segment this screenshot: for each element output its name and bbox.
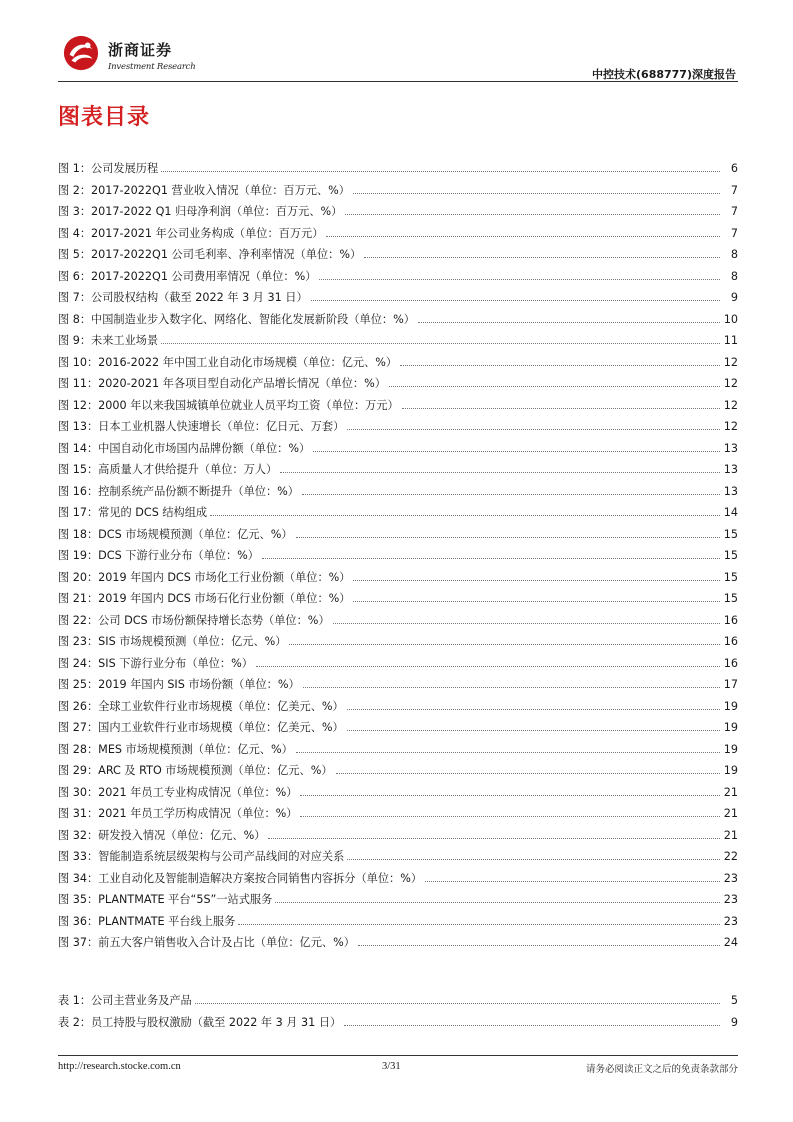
toc-entry-page: 21	[723, 828, 738, 842]
toc-entry-label: 图 12：2000 年以来我国城镇单位就业人员平均工资（单位：万元）	[58, 398, 399, 412]
toc-entry[interactable]	[58, 825, 738, 847]
toc-leader-dots	[425, 881, 720, 882]
zheshang-logo-icon	[62, 34, 100, 72]
toc-entry-page: 7	[730, 226, 738, 240]
toc-entry-label: 图 25：2019 年国内 SIS 市场份额（单位：%）	[58, 678, 300, 692]
toc-entry-page: 19	[723, 699, 738, 713]
report-title: 中控技术(688777)深度报告	[592, 68, 736, 81]
toc-entry[interactable]	[58, 588, 738, 610]
toc-entry-label: 图 15：高质量人才供给提升（单位：万人）	[58, 463, 278, 477]
toc-entry[interactable]	[58, 932, 738, 954]
toc-entry-label: 图 29：ARC 及 RTO 市场规模预测（单位：亿元、%）	[58, 764, 333, 778]
toc-entry-label: 图 22：公司 DCS 市场份额保持增长态势（单位：%）	[58, 613, 330, 627]
toc-entry-label: 图 8：中国制造业步入数字化、网络化、智能化发展新阶段（单位：%）	[58, 312, 415, 326]
toc-entry[interactable]	[58, 911, 738, 933]
toc-entry-label: 图 24：SIS 下游行业分布（单位：%）	[58, 656, 253, 670]
toc-entry-page: 16	[723, 656, 738, 670]
toc-entry-page: 17	[723, 678, 738, 692]
toc-entry-label: 图 3：2017-2022 Q1 归母净利润（单位：百万元、%）	[58, 205, 343, 219]
toc-entry-page: 21	[723, 785, 738, 799]
toc-entry[interactable]	[58, 223, 738, 245]
page-header	[58, 24, 738, 82]
toc-entry-label: 图 30：2021 年员工专业构成情况（单位：%）	[58, 785, 298, 799]
toc-entry[interactable]	[58, 653, 738, 675]
toc-entry[interactable]	[58, 352, 738, 374]
toc-entry-label: 图 2：2017-2022Q1 营业收入情况（单位：百万元、%）	[58, 183, 350, 197]
footer-divider	[58, 1055, 738, 1056]
toc-entry-page: 14	[723, 506, 738, 520]
toc-entry[interactable]	[58, 760, 738, 782]
toc-entry-label: 图 26：全球工业软件行业市场规模（单位：亿美元、%）	[58, 699, 344, 713]
toc-entry-page: 11	[723, 334, 738, 348]
toc-leader-dots	[195, 1003, 720, 1004]
toc-entry-label: 图 13：日本工业机器人快速增长（单位：亿日元、万套）	[58, 420, 345, 434]
toc-entry-page: 23	[723, 871, 738, 885]
toc-entry[interactable]	[58, 631, 738, 653]
toc-entry[interactable]	[58, 416, 738, 438]
toc-entry[interactable]	[58, 717, 738, 739]
toc-entry-label: 图 31：2021 年员工学历构成情况（单位：%）	[58, 807, 298, 821]
toc-leader-dots	[268, 838, 719, 839]
table-list	[58, 990, 738, 1033]
page-number: 3/31	[382, 1061, 401, 1072]
toc-entry-label: 图 17：常见的 DCS 结构组成	[58, 506, 208, 520]
toc-entry-page: 15	[723, 549, 738, 563]
toc-entry[interactable]	[58, 674, 738, 696]
toc-entry-page: 12	[723, 420, 738, 434]
toc-entry-page: 13	[723, 484, 738, 498]
toc-leader-dots	[302, 494, 720, 495]
toc-entry-label: 图 16：控制系统产品份额不断提升（单位：%）	[58, 484, 299, 498]
toc-entry[interactable]	[58, 868, 738, 890]
toc-entry-page: 13	[723, 441, 738, 455]
toc-entry[interactable]	[58, 524, 738, 546]
toc-entry-label: 图 18：DCS 市场规模预测（单位：亿元、%）	[58, 527, 293, 541]
toc-entry-page: 8	[730, 248, 738, 262]
toc-entry-page: 15	[723, 527, 738, 541]
toc-entry-page: 15	[723, 592, 738, 606]
toc-entry[interactable]	[58, 158, 738, 180]
toc-entry-page: 12	[723, 377, 738, 391]
toc-entry-page: 10	[723, 312, 738, 326]
toc-entry[interactable]	[58, 990, 738, 1012]
toc-entry-label: 图 11：2020-2021 年各项目型自动化产品增长情况（单位：%）	[58, 377, 386, 391]
toc-entry-page: 19	[723, 721, 738, 735]
toc-leader-dots	[210, 515, 720, 516]
toc-leader-dots	[353, 580, 719, 581]
toc-entry-label: 图 19：DCS 下游行业分布（单位：%）	[58, 549, 259, 563]
toc-entry-page: 16	[723, 613, 738, 627]
toc-leader-dots	[364, 257, 720, 258]
toc-entry-label: 图 1：公司发展历程	[58, 162, 159, 176]
toc-leader-dots	[275, 902, 719, 903]
toc-entry[interactable]	[58, 244, 738, 266]
toc-entry-page: 7	[730, 183, 738, 197]
toc-entry-label: 图 35：PLANTMATE 平台“5S”一站式服务	[58, 893, 273, 907]
toc-leader-dots	[256, 666, 720, 667]
toc-leader-dots	[347, 859, 719, 860]
page-title: 图表目录	[58, 105, 151, 130]
toc-leader-dots	[303, 687, 720, 688]
header-divider	[58, 81, 738, 82]
figure-list	[58, 158, 738, 954]
toc-leader-dots	[300, 816, 719, 817]
toc-entry-page: 12	[723, 398, 738, 412]
toc-entry-label: 图 7：公司股权结构（截至 2022 年 3 月 31 日）	[58, 291, 308, 305]
toc-leader-dots	[347, 709, 720, 710]
toc-entry[interactable]	[58, 481, 738, 503]
toc-leader-dots	[344, 1025, 720, 1026]
toc-entry-label: 图 4：2017-2021 年公司业务构成（单位：百万元）	[58, 226, 324, 240]
toc-entry[interactable]	[58, 309, 738, 331]
toc-entry[interactable]	[58, 395, 738, 417]
toc-entry-label: 图 10：2016-2022 年中国工业自动化市场规模（单位：亿元、%）	[58, 355, 398, 369]
toc-entry-page: 19	[723, 742, 738, 756]
footer-url[interactable]: http://research.stocke.com.cn	[58, 1061, 181, 1072]
toc-entry-label: 图 27：国内工业软件行业市场规模（单位：亿美元、%）	[58, 721, 344, 735]
toc-entry-page: 9	[730, 1015, 738, 1029]
toc-leader-dots	[389, 386, 720, 387]
disclaimer-note: 请务必阅读正文之后的免责条款部分	[585, 1064, 738, 1075]
toc-entry-label: 表 2：员工持股与股权激励（截至 2022 年 3 月 31 日）	[58, 1015, 342, 1029]
toc-entry-label: 图 32：研发投入情况（单位：亿元、%）	[58, 828, 266, 842]
toc-leader-dots	[353, 193, 720, 194]
toc-leader-dots	[296, 537, 720, 538]
toc-entry-label: 图 23：SIS 市场规模预测（单位：亿元、%）	[58, 635, 287, 649]
toc-entry-label: 图 33：智能制造系统层级架构与公司产品线间的对应关系	[58, 850, 345, 864]
toc-leader-dots	[280, 472, 720, 473]
toc-entry[interactable]	[58, 846, 738, 868]
toc-entry-label: 图 37：前五大客户销售收入合计及占比（单位：亿元、%）	[58, 936, 355, 950]
toc-entry-page: 13	[723, 463, 738, 477]
toc-entry-label: 图 28：MES 市场规模预测（单位：亿元、%）	[58, 742, 293, 756]
toc-entry-label: 图 36：PLANTMATE 平台线上服务	[58, 914, 236, 928]
toc-leader-dots	[418, 322, 720, 323]
toc-entry[interactable]	[58, 266, 738, 288]
toc-entry-page: 5	[730, 994, 738, 1008]
toc-entry-label: 表 1：公司主营业务及产品	[58, 994, 192, 1008]
toc-leader-dots	[296, 752, 720, 753]
toc-leader-dots	[319, 279, 720, 280]
toc-leader-dots	[313, 451, 720, 452]
toc-entry-page: 22	[723, 850, 738, 864]
toc-leader-dots	[333, 623, 720, 624]
toc-entry-page: 23	[723, 914, 738, 928]
toc-entry-page: 19	[723, 764, 738, 778]
toc-entry-page: 6	[730, 162, 738, 176]
toc-leader-dots	[311, 300, 720, 301]
toc-entry[interactable]	[58, 889, 738, 911]
toc-entry-label: 图 20：2019 年国内 DCS 市场化工行业份额（单位：%）	[58, 570, 351, 584]
toc-entry[interactable]	[58, 782, 738, 804]
toc-entry-page: 23	[723, 893, 738, 907]
toc-entry[interactable]	[58, 502, 738, 524]
toc-leader-dots	[326, 236, 720, 237]
toc-entry[interactable]	[58, 330, 738, 352]
toc-entry[interactable]	[58, 803, 738, 825]
toc-entry-page: 7	[730, 205, 738, 219]
toc-entry[interactable]	[58, 373, 738, 395]
toc-entry-page: 9	[730, 291, 738, 305]
toc-entry-label: 图 9：未来工业场景	[58, 334, 159, 348]
toc-entry-label: 图 34：工业自动化及智能制造解决方案按合同销售内容拆分（单位：%）	[58, 871, 423, 885]
toc-entry-label: 图 6：2017-2022Q1 公司费用率情况（单位：%）	[58, 269, 317, 283]
toc-entry[interactable]	[58, 438, 738, 460]
toc-leader-dots	[289, 644, 719, 645]
toc-leader-dots	[347, 730, 720, 731]
toc-leader-dots	[161, 343, 720, 344]
toc-leader-dots	[300, 795, 719, 796]
toc-entry[interactable]	[58, 180, 738, 202]
toc-entry[interactable]	[58, 201, 738, 223]
brand-name-cn: 浙商证券	[108, 41, 173, 59]
toc-entry[interactable]	[58, 610, 738, 632]
toc-entry[interactable]	[58, 459, 738, 481]
toc-entry-label: 图 21：2019 年国内 DCS 市场石化行业份额（单位：%）	[58, 592, 351, 606]
toc-entry-page: 12	[723, 355, 738, 369]
toc-entry-page: 15	[723, 570, 738, 584]
toc-entry[interactable]	[58, 545, 738, 567]
toc-leader-dots	[238, 924, 719, 925]
toc-leader-dots	[347, 429, 719, 430]
toc-entry-label: 图 14：中国自动化市场国内品牌份额（单位：%）	[58, 441, 311, 455]
toc-entry-page: 8	[730, 269, 738, 283]
toc-entry-page: 16	[723, 635, 738, 649]
toc-entry-label: 图 5：2017-2022Q1 公司毛利率、净利率情况（单位：%）	[58, 248, 362, 262]
toc-leader-dots	[353, 601, 719, 602]
toc-entry[interactable]	[58, 739, 738, 761]
toc-leader-dots	[358, 945, 720, 946]
toc-entry[interactable]	[58, 1012, 738, 1034]
toc-entry-page: 24	[723, 936, 738, 950]
toc-entry[interactable]	[58, 287, 738, 309]
toc-entry[interactable]	[58, 567, 738, 589]
toc-leader-dots	[161, 171, 720, 172]
toc-leader-dots	[345, 214, 720, 215]
toc-leader-dots	[336, 773, 720, 774]
toc-entry-page: 21	[723, 807, 738, 821]
toc-leader-dots	[402, 408, 720, 409]
toc-leader-dots	[400, 365, 720, 366]
toc-leader-dots	[262, 558, 720, 559]
brand-name-en: Investment Research	[108, 62, 196, 72]
toc-entry[interactable]	[58, 696, 738, 718]
